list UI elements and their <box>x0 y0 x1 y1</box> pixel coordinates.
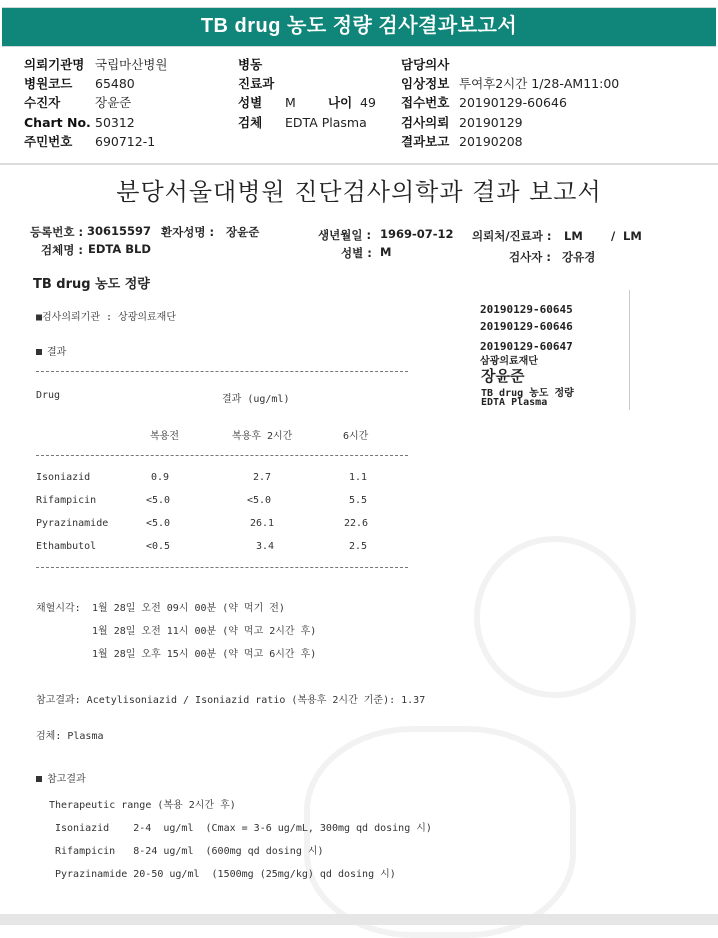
value-6h: 22.6 <box>344 518 369 529</box>
section-title: TB drug 농도 정량 <box>33 277 150 292</box>
ref-header-text: 참고결과 <box>47 774 86 785</box>
result-header-text: 결과 <box>47 347 67 358</box>
reg-label: 등록번호 : <box>30 225 84 239</box>
unit-header: 결과 (ug/ml) <box>222 394 290 405</box>
examiner-label: 검사자 : <box>509 250 551 264</box>
value-pre: 0.9 <box>151 472 170 483</box>
sub-header-2h: 복용후 2시간 <box>232 431 293 442</box>
info-label: 의뢰기관명 <box>24 57 85 72</box>
therapeutic-item: Isoniazid 2-4 ug/ml (Cmax = 3-6 ug/mL, 300mg qd dosing 시) <box>55 823 432 834</box>
therapeutic-title: Therapeutic range (복용 2시간 후) <box>49 800 236 811</box>
stamp-name: 장윤준 <box>481 367 525 385</box>
section-divider <box>0 163 718 165</box>
lab-line: ■검사의뢰기관 : 상광의료재단 <box>36 312 177 323</box>
drug-header: Drug <box>36 390 61 401</box>
sub-header-6h: 6시간 <box>343 431 369 442</box>
info-row-sex <box>238 94 376 112</box>
value-2h: 3.4 <box>256 541 275 552</box>
info-value: 투여후2시간 1/28-AM11:00 <box>459 76 620 91</box>
sampling-time: 1월 28일 오전 09시 00분 (약 먹기 전) <box>92 603 285 614</box>
stamp-org: 삼광의료재단 <box>480 356 538 367</box>
stamp-id: 20190129-60647 <box>480 340 573 353</box>
specimen-label: 검체명 : <box>41 243 83 257</box>
info-label: 병동 <box>238 57 263 72</box>
info-row-report-date <box>401 133 523 151</box>
info-label: 주민번호 <box>24 134 73 149</box>
info-label: 검체 <box>238 115 263 130</box>
info-label: 검사의뢰 <box>401 115 450 130</box>
dept-value-2: LM <box>623 229 642 243</box>
info-row-department <box>238 75 274 93</box>
drug-name: Ethambutol <box>36 541 97 552</box>
dept-value-1: LM <box>564 229 583 243</box>
therapeutic-item: Rifampicin 8-24 ug/ml (600mg qd dosing 시) <box>55 846 324 857</box>
info-value: M <box>285 95 296 110</box>
dept-sep: / <box>611 229 616 243</box>
specimen-line: 검체: Plasma <box>36 731 104 742</box>
info-row-resident-no <box>24 133 156 151</box>
info-value: 20190129 <box>459 115 523 130</box>
value-2h: 2.7 <box>253 472 272 483</box>
info-value: 20190208 <box>459 134 523 149</box>
info-label: 병원코드 <box>24 76 73 91</box>
value-2h: 26.1 <box>250 518 275 529</box>
sampling-time: 1월 28일 오후 15시 00분 (약 먹고 6시간 후) <box>92 649 317 660</box>
info-row-clinical <box>401 75 620 93</box>
sampling-label: 채혈시각: <box>36 603 81 614</box>
therapeutic-item: Pyrazinamide 20-50 ug/ml (1500mg (25mg/kg) qd dosing 시) <box>55 869 396 880</box>
stamp-id: 20190129-60646 <box>480 320 573 333</box>
header-bar <box>0 0 718 47</box>
stamp-test: TB drug 농도 정량 <box>481 388 574 399</box>
info-label: 진료과 <box>238 76 275 91</box>
sex-label: 성별 : <box>341 246 372 260</box>
info-value: 장윤준 <box>95 95 132 110</box>
table-rule <box>36 455 408 456</box>
info-row-hospital-code <box>24 75 135 93</box>
info-label: 임상정보 <box>401 76 450 91</box>
birth-value: 1969-07-12 <box>380 227 454 241</box>
info-row-ward <box>238 56 262 74</box>
ref-header <box>36 770 86 785</box>
value-pre: <0.5 <box>146 541 171 552</box>
examiner-value: 강유경 <box>562 250 596 264</box>
info-row-request-date <box>401 114 523 132</box>
drug-name: Isoniazid <box>36 472 91 483</box>
dept-label: 의뢰처/진료과 : <box>472 229 552 243</box>
birth-label: 생년월일 : <box>318 228 372 242</box>
info-label: Chart No. <box>24 115 91 130</box>
ref-result: 참고결과: Acetylisoniazid / Isoniazid ratio (복용후 2시간 기준): 1.37 <box>36 695 426 706</box>
info-value: 국립마산병원 <box>95 57 168 72</box>
stamp-specimen: EDTA Plasma <box>481 397 548 408</box>
info-value: 50312 <box>95 115 135 130</box>
info-value: 690712-1 <box>95 134 156 149</box>
age-value: 49 <box>360 95 376 110</box>
value-6h: 5.5 <box>349 495 368 506</box>
info-label: 접수번호 <box>401 95 450 110</box>
bottom-bar <box>0 914 718 925</box>
info-label: 수진자 <box>24 95 61 110</box>
patient-label: 환자성명 : <box>161 225 215 239</box>
info-label: 결과보고 <box>401 134 450 149</box>
scan-edge <box>629 290 630 410</box>
page-title: TB drug 농도 정량 검사결과보고서 <box>200 15 518 37</box>
value-6h: 2.5 <box>349 541 368 552</box>
info-label: 담당의사 <box>401 57 450 72</box>
result-header <box>36 343 66 358</box>
age-label: 나이 <box>328 95 353 110</box>
table-rule <box>36 567 408 568</box>
info-row-doctor <box>401 56 449 74</box>
info-row-chart-no <box>24 114 135 132</box>
drug-name: Rifampicin <box>36 495 97 506</box>
info-row-specimen <box>238 114 367 132</box>
info-value: 65480 <box>95 76 135 91</box>
value-pre: <5.0 <box>146 518 171 529</box>
value-6h: 1.1 <box>349 472 368 483</box>
sampling-time: 1월 28일 오전 11시 00분 (약 먹고 2시간 후) <box>92 626 317 637</box>
info-value: EDTA Plasma <box>285 115 367 130</box>
patient-value: 장윤준 <box>226 225 260 239</box>
square-bullet-icon <box>36 349 42 355</box>
info-row-receipt-no <box>401 94 567 112</box>
value-2h: <5.0 <box>247 495 272 506</box>
table-rule <box>36 371 408 372</box>
specimen-value: EDTA BLD <box>88 242 151 256</box>
info-label: 성별 <box>238 95 263 110</box>
info-row-patient <box>24 94 132 112</box>
info-row-institution <box>24 56 168 74</box>
stamp-id: 20190129-60645 <box>480 303 573 316</box>
sex-value: M <box>380 245 392 259</box>
square-bullet-icon <box>36 776 42 782</box>
reg-value: 30615597 <box>87 224 152 238</box>
value-pre: <5.0 <box>146 495 171 506</box>
drug-name: Pyrazinamide <box>36 518 109 529</box>
sub-header-pre: 복용전 <box>150 431 179 442</box>
watermark-seal <box>474 536 636 698</box>
info-value: 20190129-60646 <box>459 95 567 110</box>
report-title: 분당서울대병원 진단검사의학과 결과 보고서 <box>116 178 602 206</box>
